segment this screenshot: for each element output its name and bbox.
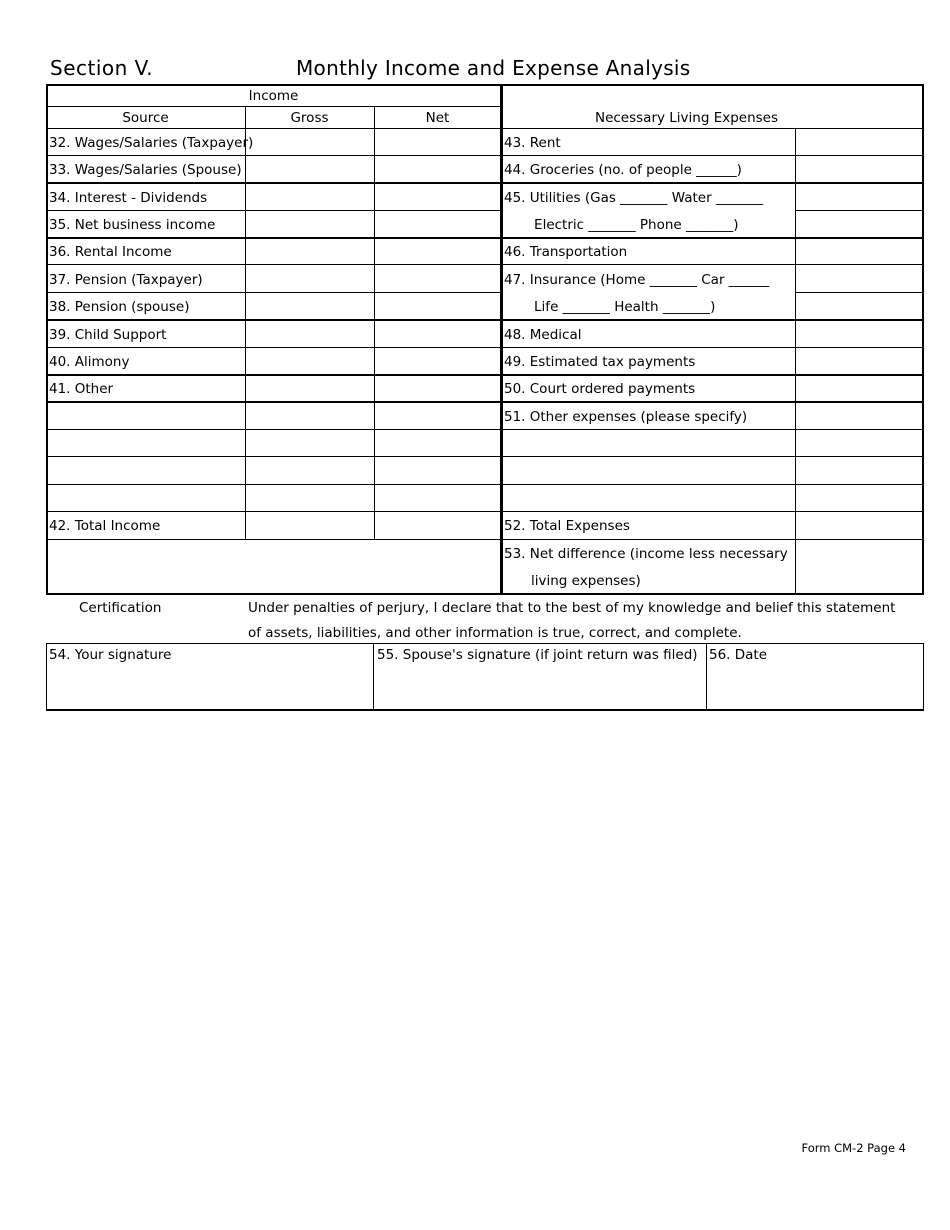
expense-row-label: Electric _______ Phone _______) xyxy=(504,217,739,233)
expense-row-label: 47. Insurance (Home _______ Car ______ xyxy=(504,272,770,288)
row-line xyxy=(46,182,501,184)
total-expenses-label: 52. Total Expenses xyxy=(504,518,630,534)
section-label: Section V. xyxy=(50,56,154,80)
certification-text: Under penalties of perjury, I declare that to the best of my knowledge and belief this statement xyxy=(248,600,896,616)
expense-row-label: 46. Transportation xyxy=(504,244,628,260)
expense-row-label: 48. Medical xyxy=(504,327,582,343)
row-line xyxy=(501,401,924,403)
net-column-header: Net xyxy=(425,110,450,126)
page-title: Monthly Income and Expense Analysis xyxy=(296,56,691,80)
income-row-label: 33. Wages/Salaries (Spouse) xyxy=(49,162,242,178)
row-line xyxy=(501,347,924,348)
row-line xyxy=(501,237,924,239)
income-row-label: 32. Wages/Salaries (Taxpayer) xyxy=(49,135,254,151)
table-center-divider xyxy=(500,84,503,594)
expense-row-label: 45. Utilities (Gas _______ Water _______ xyxy=(504,190,764,206)
date-label: 56. Date xyxy=(709,647,768,663)
total-row-bottom xyxy=(46,539,924,540)
row-line xyxy=(46,429,501,430)
income-row-label: 37. Pension (Taxpayer) xyxy=(49,272,203,288)
expense-row-label: 50. Court ordered payments xyxy=(504,381,696,397)
row-line xyxy=(46,456,501,457)
income-row-label: 36. Rental Income xyxy=(49,244,172,260)
row-line xyxy=(46,264,501,265)
spouse-signature-label: 55. Spouse's signature (if joint return was filed) xyxy=(377,647,698,663)
row-line xyxy=(46,401,501,403)
signature-bottom-border xyxy=(46,709,924,711)
expenses-column-header: Necessary Living Expenses xyxy=(594,110,779,126)
income-row-label: 40. Alimony xyxy=(49,354,130,370)
row-line xyxy=(46,484,501,485)
table-left-border xyxy=(46,84,48,594)
expense-row-label: 49. Estimated tax payments xyxy=(504,354,696,370)
your-signature-label: 54. Your signature xyxy=(49,647,172,663)
certification-label: Certification xyxy=(79,600,162,616)
gross-input[interactable] xyxy=(246,129,374,155)
row-line xyxy=(46,319,501,321)
income-row-label: 39. Child Support xyxy=(49,327,167,343)
net-column-divider xyxy=(374,106,375,539)
total-gross-input[interactable] xyxy=(246,512,374,539)
income-row-label: 38. Pension (spouse) xyxy=(49,299,190,315)
signature-right-border xyxy=(923,643,924,711)
row-line xyxy=(46,292,501,293)
row-line xyxy=(46,374,501,376)
row-line xyxy=(46,347,501,348)
row-line xyxy=(501,484,924,485)
total-expenses-input[interactable] xyxy=(796,512,922,539)
gross-column-divider xyxy=(245,106,246,539)
table-right-border xyxy=(922,84,924,594)
row-line xyxy=(46,237,501,239)
net-difference-label-cont: living expenses) xyxy=(531,573,641,589)
expense-row-label: 43. Rent xyxy=(504,135,561,151)
table-bottom-border xyxy=(46,593,924,595)
row-line xyxy=(501,429,924,430)
row-line xyxy=(501,456,924,457)
table-top-border xyxy=(46,84,924,86)
row-line xyxy=(501,319,924,321)
income-group-header: Income xyxy=(248,88,299,104)
net-input[interactable] xyxy=(375,129,500,155)
net-difference-label: 53. Net difference (income less necessary xyxy=(504,546,788,562)
income-row-label: 41. Other xyxy=(49,381,114,397)
certification-text-cont: of assets, liabilities, and other information is true, correct, and complete. xyxy=(248,625,742,641)
signature-divider xyxy=(706,643,707,711)
net-difference-input[interactable] xyxy=(796,540,922,593)
date-field[interactable] xyxy=(708,664,922,708)
row-line xyxy=(501,374,924,376)
source-column-header: Source xyxy=(122,110,169,126)
row-line xyxy=(795,210,924,211)
total-income-label: 42. Total Income xyxy=(49,518,161,534)
your-signature-field[interactable] xyxy=(47,664,372,708)
spouse-signature-field[interactable] xyxy=(375,664,705,708)
row-line xyxy=(46,155,501,156)
expense-row-label: Life _______ Health _______) xyxy=(504,299,716,315)
signature-top-border xyxy=(46,643,924,644)
income-row-label: 35. Net business income xyxy=(49,217,216,233)
signature-divider xyxy=(373,643,374,711)
row-line xyxy=(501,182,924,184)
row-line xyxy=(501,264,924,265)
total-net-input[interactable] xyxy=(375,512,500,539)
form-footer: Form CM-2 Page 4 xyxy=(801,1141,906,1155)
expense-row-label: 51. Other expenses (please specify) xyxy=(504,409,748,425)
income-row-label: 34. Interest - Dividends xyxy=(49,190,208,206)
row-line xyxy=(501,155,924,156)
expense-row-label: 44. Groceries (no. of people ______) xyxy=(504,162,742,178)
expense-amount-input[interactable] xyxy=(796,129,922,155)
income-header-divider xyxy=(46,106,501,107)
row-line xyxy=(795,292,924,293)
row-line xyxy=(46,210,501,211)
gross-column-header: Gross xyxy=(290,110,329,126)
